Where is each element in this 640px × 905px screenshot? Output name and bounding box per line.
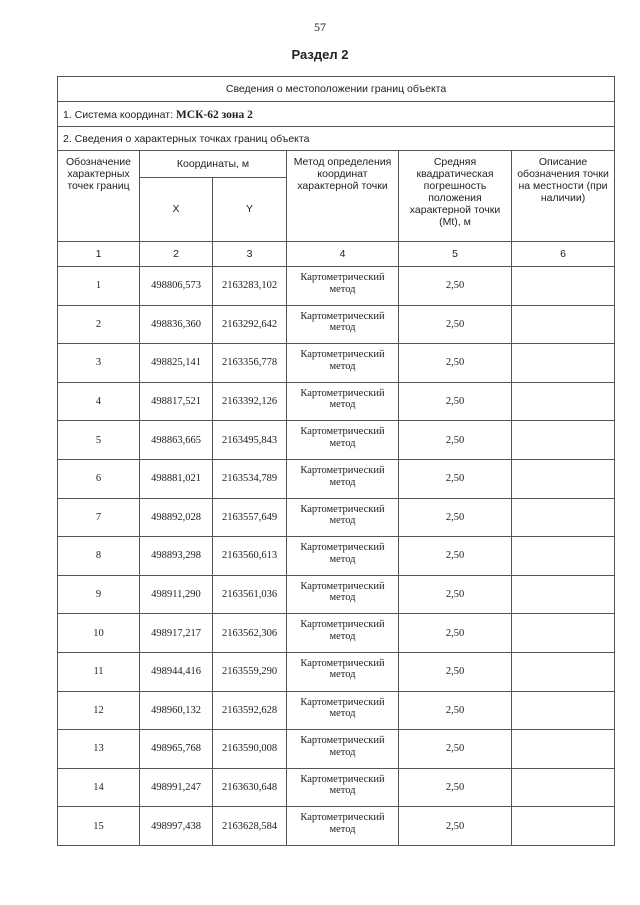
description-cell — [512, 691, 615, 730]
point-number: 1 — [58, 267, 140, 306]
point-number: 9 — [58, 575, 140, 614]
table-row — [58, 267, 615, 306]
header-description: Описание обозначения точки на местности (при наличии) — [512, 151, 615, 242]
description-cell — [512, 768, 615, 807]
table-row — [58, 691, 615, 730]
header-method: Метод определения координат характерной точки — [287, 151, 399, 242]
point-number: 15 — [58, 807, 140, 846]
method-cell: Картометрический метод — [287, 807, 399, 846]
point-number: 6 — [58, 459, 140, 498]
point-number: 12 — [58, 691, 140, 730]
table-row — [58, 344, 615, 383]
column-number: 5 — [399, 242, 512, 267]
table-row — [58, 382, 615, 421]
page-number: 57 — [314, 20, 326, 34]
accuracy-cell: 2,50 — [399, 305, 512, 344]
description-cell — [512, 267, 615, 306]
coord-x: 498960,132 — [140, 691, 213, 730]
point-number: 13 — [58, 730, 140, 769]
accuracy-cell: 2,50 — [399, 730, 512, 769]
description-cell — [512, 421, 615, 460]
description-cell — [512, 614, 615, 653]
coord-x: 498863,665 — [140, 421, 213, 460]
coord-system-label: 1. Система координат: — [63, 109, 176, 121]
description-cell — [512, 498, 615, 537]
coord-y: 2163557,649 — [213, 498, 287, 537]
accuracy-cell: 2,50 — [399, 382, 512, 421]
method-cell: Картометрический метод — [287, 344, 399, 383]
accuracy-cell: 2,50 — [399, 344, 512, 383]
table-row — [58, 537, 615, 576]
column-number: 3 — [213, 242, 287, 267]
coord-y: 2163559,290 — [213, 652, 287, 691]
method-cell: Картометрический метод — [287, 768, 399, 807]
description-cell — [512, 730, 615, 769]
description-cell — [512, 807, 615, 846]
coord-y: 2163356,778 — [213, 344, 287, 383]
method-cell: Картометрический метод — [287, 305, 399, 344]
header-designation: Обозначение характерных точек границ — [58, 151, 140, 242]
points-caption: 2. Сведения о характерных точках границ объекта — [58, 127, 615, 151]
coord-x: 498881,021 — [140, 459, 213, 498]
coord-y: 2163592,628 — [213, 691, 287, 730]
coord-system-row — [58, 102, 615, 127]
accuracy-cell: 2,50 — [399, 691, 512, 730]
column-number: 1 — [58, 242, 140, 267]
point-number: 2 — [58, 305, 140, 344]
coord-y: 2163628,584 — [213, 807, 287, 846]
method-cell: Картометрический метод — [287, 730, 399, 769]
table-row — [58, 498, 615, 537]
accuracy-cell: 2,50 — [399, 575, 512, 614]
table-row — [58, 652, 615, 691]
method-cell: Картометрический метод — [287, 267, 399, 306]
accuracy-cell: 2,50 — [399, 267, 512, 306]
column-number: 4 — [287, 242, 399, 267]
method-cell: Картометрический метод — [287, 575, 399, 614]
method-cell: Картометрический метод — [287, 382, 399, 421]
coord-y: 2163562,306 — [213, 614, 287, 653]
coord-x: 498997,438 — [140, 807, 213, 846]
point-number: 5 — [58, 421, 140, 460]
table-row — [58, 575, 615, 614]
coord-y: 2163283,102 — [213, 267, 287, 306]
coord-x: 498817,521 — [140, 382, 213, 421]
coord-y: 2163630,648 — [213, 768, 287, 807]
method-cell: Картометрический метод — [287, 537, 399, 576]
coord-x: 498991,247 — [140, 768, 213, 807]
description-cell — [512, 459, 615, 498]
accuracy-cell: 2,50 — [399, 614, 512, 653]
boundary-points-table — [57, 76, 615, 846]
point-number: 8 — [58, 537, 140, 576]
header-y: Y — [213, 178, 287, 242]
description-cell — [512, 652, 615, 691]
coord-x: 498892,028 — [140, 498, 213, 537]
coord-x: 498917,217 — [140, 614, 213, 653]
accuracy-cell: 2,50 — [399, 498, 512, 537]
table-row — [58, 768, 615, 807]
point-number: 14 — [58, 768, 140, 807]
accuracy-cell: 2,50 — [399, 537, 512, 576]
coord-y: 2163392,126 — [213, 382, 287, 421]
description-cell — [512, 382, 615, 421]
coord-y: 2163590,008 — [213, 730, 287, 769]
header-coordinates: Координаты, м — [140, 151, 287, 178]
method-cell: Картометрический метод — [287, 614, 399, 653]
point-number: 11 — [58, 652, 140, 691]
point-number: 4 — [58, 382, 140, 421]
method-cell: Картометрический метод — [287, 498, 399, 537]
accuracy-cell: 2,50 — [399, 459, 512, 498]
coord-system-value: МСК-62 зона 2 — [175, 109, 253, 121]
method-cell: Картометрический метод — [287, 652, 399, 691]
column-numbers-row — [58, 242, 615, 267]
method-cell: Картометрический метод — [287, 421, 399, 460]
coord-x: 498944,416 — [140, 652, 213, 691]
description-cell — [512, 344, 615, 383]
coord-y: 2163292,642 — [213, 305, 287, 344]
coord-y: 2163495,843 — [213, 421, 287, 460]
coord-x: 498911,290 — [140, 575, 213, 614]
coord-x: 498893,298 — [140, 537, 213, 576]
coord-x: 498806,573 — [140, 267, 213, 306]
table-row — [58, 459, 615, 498]
section-title: Раздел 2 — [291, 47, 349, 62]
accuracy-cell: 2,50 — [399, 807, 512, 846]
method-cell: Картометрический метод — [287, 691, 399, 730]
table-row — [58, 730, 615, 769]
table-row — [58, 421, 615, 460]
description-cell — [512, 575, 615, 614]
coord-y: 2163534,789 — [213, 459, 287, 498]
table-row — [58, 614, 615, 653]
accuracy-cell: 2,50 — [399, 421, 512, 460]
header-x: X — [140, 178, 213, 242]
table-row — [58, 807, 615, 846]
column-number: 2 — [140, 242, 213, 267]
header-accuracy: Средняя квадратическая погрешность положения характерной точки (Mt), м — [399, 151, 512, 242]
table-title: Сведения о местоположении границ объекта — [58, 77, 615, 102]
coord-x: 498965,768 — [140, 730, 213, 769]
point-number: 7 — [58, 498, 140, 537]
point-number: 3 — [58, 344, 140, 383]
accuracy-cell: 2,50 — [399, 768, 512, 807]
point-number: 10 — [58, 614, 140, 653]
coord-y: 2163560,613 — [213, 537, 287, 576]
table-row — [58, 305, 615, 344]
coord-x: 498825,141 — [140, 344, 213, 383]
description-cell — [512, 305, 615, 344]
coord-x: 498836,360 — [140, 305, 213, 344]
column-number: 6 — [512, 242, 615, 267]
coord-y: 2163561,036 — [213, 575, 287, 614]
method-cell: Картометрический метод — [287, 459, 399, 498]
description-cell — [512, 537, 615, 576]
accuracy-cell: 2,50 — [399, 652, 512, 691]
